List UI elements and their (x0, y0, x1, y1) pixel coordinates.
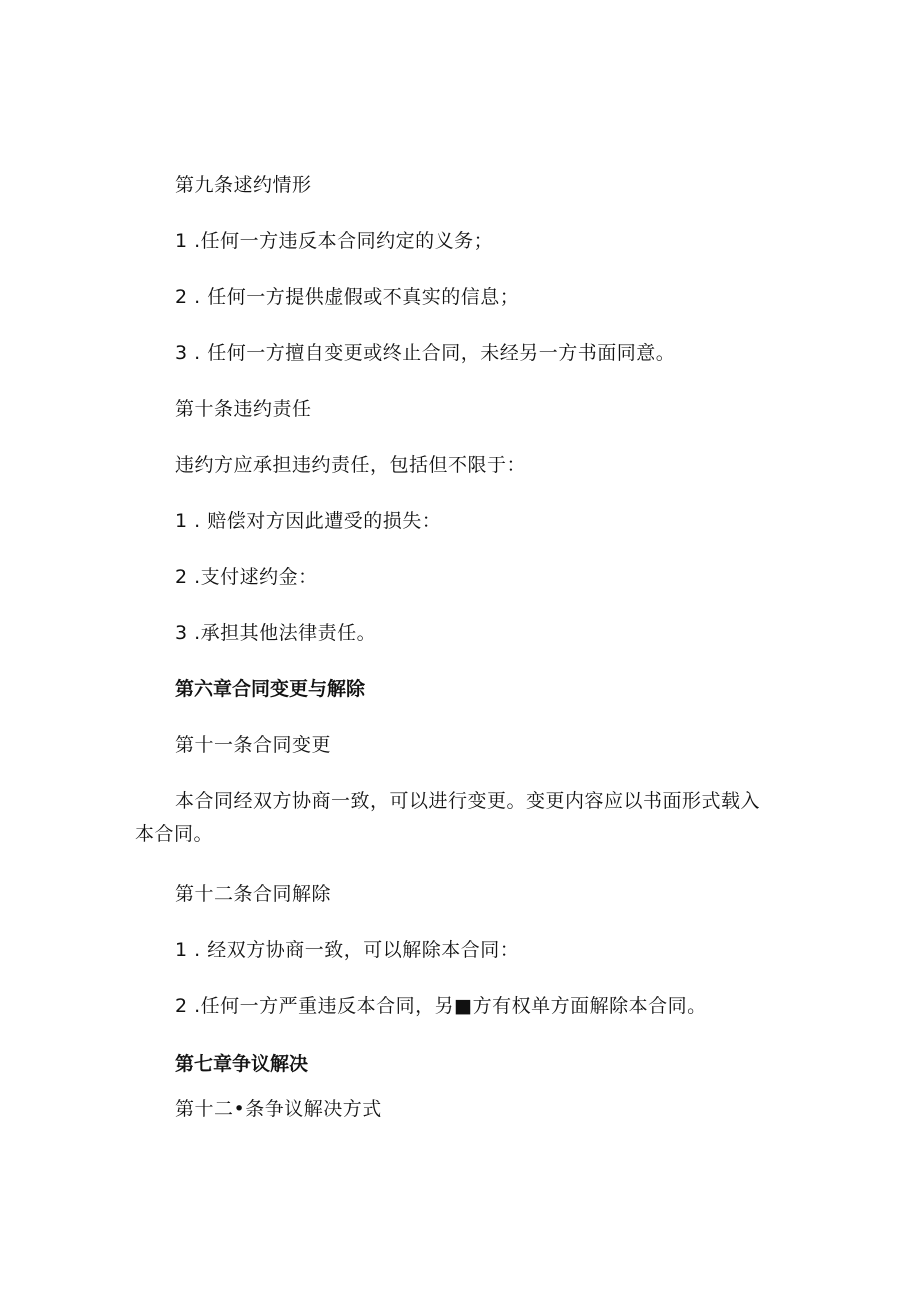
article-10-item-1: 1 . 赔偿对方因此遭受的损失： (175, 510, 442, 532)
article-11-text-line-2: 本合同。 (135, 823, 214, 845)
article-12-item-2: 2 .任何一方严重违反本合同，另■方有权单方面解除本合同。 (175, 995, 707, 1017)
article-13-title: 第十二•条争议解决方式 (175, 1098, 382, 1120)
article-10-item-2: 2 .支付逑约金： (175, 566, 318, 588)
article-10-title: 第十条违约责任 (175, 398, 312, 420)
article-12-title: 第十二条合同解除 (175, 883, 332, 905)
article-11-text-line-1: 本合同经双方协商一致，可以进行变更。变更内容应以书面形式载入 (175, 790, 761, 812)
article-10-item-3: 3 .承担其他法律责任。 (175, 622, 377, 644)
article-11-title: 第十一条合同变更 (175, 734, 332, 756)
chapter-6-heading: 第六章合同变更与解除 (175, 678, 366, 700)
article-9-title: 第九条逑约情形 (175, 174, 312, 196)
article-9-item-2: 2 . 任何一方提供虚假或不真实的信息； (175, 286, 520, 308)
article-9-item-1: 1 .任何一方违反本合同约定的义务； (175, 230, 494, 252)
chapter-7-heading: 第七章争议解决 (175, 1053, 309, 1075)
article-12-item-1: 1 . 经双方协商一致，可以解除本合同： (175, 939, 520, 961)
article-11-paragraph (135, 789, 795, 846)
article-10-intro: 违约方应承担违约责任，包括但不限于： (175, 454, 527, 476)
article-9-item-3: 3 . 任何一方擅自变更或终止合同，未经另一方书面同意。 (175, 342, 676, 364)
